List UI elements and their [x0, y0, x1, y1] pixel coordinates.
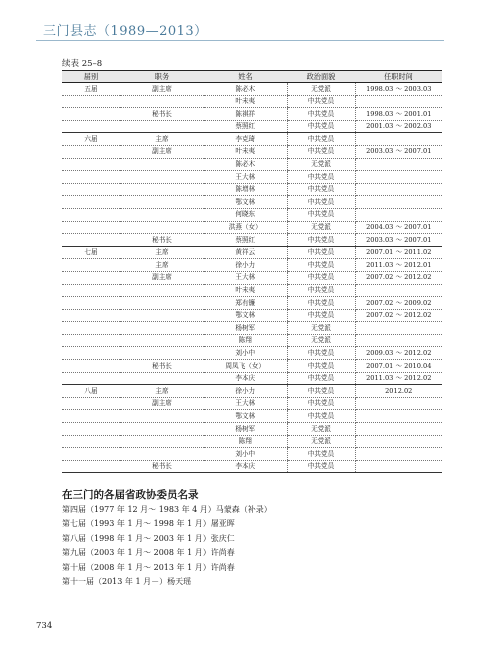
- table-cell-session: [62, 158, 120, 171]
- table-cell-party: 中共党员: [287, 183, 355, 196]
- table-row: [62, 208, 442, 221]
- table-caption: 续表 25–8: [62, 59, 103, 69]
- table-cell-name: 徐小力: [204, 259, 287, 272]
- table-cell-session: [62, 322, 120, 335]
- table-cell-name: 李克琦: [204, 133, 287, 146]
- table-cell-party: 中共党员: [287, 397, 355, 410]
- page-number: 734: [36, 621, 53, 631]
- column-header-post: 职务: [120, 71, 204, 83]
- table-cell-party: 无党派: [287, 322, 355, 335]
- table-cell-session: 八届: [62, 385, 120, 398]
- table-cell-session: [62, 397, 120, 410]
- table-cell-party: 中共党员: [287, 284, 355, 297]
- table-cell-session: [62, 271, 120, 284]
- table-cell-name: 李本庆: [204, 460, 287, 473]
- table-row: [62, 309, 442, 322]
- table-row: [62, 171, 442, 184]
- table-cell-post: 秘书长: [120, 360, 204, 373]
- table-row: [62, 183, 442, 196]
- table-cell-post: [120, 435, 204, 448]
- table-cell-party: 中共党员: [287, 372, 355, 385]
- table-cell-session: [62, 208, 120, 221]
- table-cell-party: 中共党员: [287, 360, 355, 373]
- table-row: [62, 95, 442, 108]
- table-row: [62, 246, 442, 259]
- table-cell-term: [355, 158, 442, 171]
- table-cell-session: [62, 372, 120, 385]
- roster-item: 第十届（2008 年 1 月～ 2013 年 1 月）许尚春: [62, 562, 235, 572]
- table-cell-name: 王大林: [204, 271, 287, 284]
- table-row: [62, 448, 442, 461]
- table-cell-term: [355, 284, 442, 297]
- table-cell-name: 王大林: [204, 171, 287, 184]
- table-cell-name: 陈必木: [204, 83, 287, 96]
- table-cell-party: 中共党员: [287, 385, 355, 398]
- table-row: [62, 234, 442, 247]
- table-cell-name: 陈翔: [204, 435, 287, 448]
- table-cell-term: [355, 448, 442, 461]
- table-cell-party: 中共党员: [287, 259, 355, 272]
- table-cell-session: [62, 360, 120, 373]
- table-row: [62, 372, 442, 385]
- table-cell-post: [120, 208, 204, 221]
- table-cell-post: [120, 171, 204, 184]
- table-cell-party: 中共党员: [287, 460, 355, 473]
- table-cell-name: 杨树军: [204, 322, 287, 335]
- table-cell-post: [120, 410, 204, 423]
- table-cell-party: 无党派: [287, 435, 355, 448]
- column-header-name: 姓名: [204, 71, 287, 83]
- table-cell-term: 2011.03 ～ 2012.02: [355, 372, 442, 385]
- table-cell-term: [355, 183, 442, 196]
- table-cell-session: [62, 435, 120, 448]
- table-cell-party: 中共党员: [287, 234, 355, 247]
- table-row: [62, 196, 442, 209]
- table-cell-post: 主席: [120, 259, 204, 272]
- table-row: [62, 284, 442, 297]
- table-cell-session: 七届: [62, 246, 120, 259]
- table-cell-session: [62, 145, 120, 158]
- table-cell-post: [120, 334, 204, 347]
- section-title: 在三门的各届省政协委员名录: [62, 489, 199, 501]
- table-cell-post: [120, 309, 204, 322]
- table-cell-session: [62, 183, 120, 196]
- column-header-term: 任职时间: [355, 71, 442, 83]
- table-cell-post: 主席: [120, 133, 204, 146]
- table-cell-post: 副主席: [120, 83, 204, 96]
- table-cell-post: 副主席: [120, 397, 204, 410]
- table-row: [62, 334, 442, 347]
- table-cell-session: [62, 171, 120, 184]
- table-cell-session: [62, 410, 120, 423]
- table-cell-term: 2007.01 ～ 2010.04: [355, 360, 442, 373]
- table-cell-term: 2007.02 ～ 2012.02: [355, 309, 442, 322]
- table-cell-post: [120, 95, 204, 108]
- table-cell-term: 2009.03 ～ 2012.02: [355, 347, 442, 360]
- table-cell-post: 秘书长: [120, 460, 204, 473]
- table-cell-term: 2001.03 ～ 2002.03: [355, 120, 442, 133]
- table-cell-post: [120, 423, 204, 436]
- table-cell-term: 1998.03 ～ 2003.03: [355, 83, 442, 96]
- table-cell-party: 中共党员: [287, 95, 355, 108]
- table-cell-session: 五届: [62, 83, 120, 96]
- table-cell-term: [355, 410, 442, 423]
- table-cell-post: [120, 448, 204, 461]
- table-cell-post: [120, 372, 204, 385]
- table-row: [62, 133, 442, 146]
- table-cell-session: [62, 108, 120, 121]
- table-cell-name: 刘小中: [204, 448, 287, 461]
- table-row: [62, 347, 442, 360]
- table-row: [62, 108, 442, 121]
- table-cell-party: 中共党员: [287, 208, 355, 221]
- table-cell-name: 蔡照红: [204, 234, 287, 247]
- table-cell-post: 副主席: [120, 271, 204, 284]
- officials-table: [62, 70, 442, 473]
- table-cell-party: 无党派: [287, 334, 355, 347]
- table-cell-session: [62, 334, 120, 347]
- table-cell-party: 中共党员: [287, 171, 355, 184]
- column-header-party: 政治面貌: [287, 71, 355, 83]
- table-row: [62, 423, 442, 436]
- table-cell-session: [62, 120, 120, 133]
- table-row: [62, 410, 442, 423]
- table-cell-post: 副主席: [120, 145, 204, 158]
- table-cell-party: 中共党员: [287, 246, 355, 259]
- table-cell-post: [120, 284, 204, 297]
- table-cell-post: [120, 158, 204, 171]
- table-cell-name: 王大林: [204, 397, 287, 410]
- table-cell-name: 刘小中: [204, 347, 287, 360]
- roster-item: 第九届（2003 年 1 月～ 2008 年 1 月）许尚春: [62, 548, 235, 558]
- running-header: 三门县志（1989—2013）: [43, 24, 208, 39]
- table-cell-term: [355, 208, 442, 221]
- table-row: [62, 158, 442, 171]
- table-row: [62, 271, 442, 284]
- table-cell-party: 中共党员: [287, 297, 355, 310]
- table-cell-name: 陈翔: [204, 334, 287, 347]
- table-cell-term: [355, 95, 442, 108]
- table-row: [62, 322, 442, 335]
- table-cell-name: 鄂文林: [204, 410, 287, 423]
- roster-item: 第八届（1998 年 1 月～ 2003 年 1 月）张庆仁: [62, 533, 235, 543]
- table-cell-party: 中共党员: [287, 271, 355, 284]
- roster-item: 第七届（1993 年 1 月～ 1998 年 1 月）屠亚晖: [62, 519, 235, 529]
- table-cell-term: [355, 423, 442, 436]
- table-cell-name: 杨树军: [204, 423, 287, 436]
- table-row: [62, 221, 442, 234]
- table-cell-term: 2003.03 ～ 2007.01: [355, 234, 442, 247]
- table-cell-party: 无党派: [287, 158, 355, 171]
- table-cell-term: [355, 133, 442, 146]
- table-cell-party: 无党派: [287, 423, 355, 436]
- table-cell-term: 2003.03 ～ 2007.01: [355, 145, 442, 158]
- table-cell-name: 周凤飞（女）: [204, 360, 287, 373]
- table-cell-party: 中共党员: [287, 410, 355, 423]
- table-cell-name: 洪燕（女）: [204, 221, 287, 234]
- table-row: [62, 297, 442, 310]
- table-cell-name: 陈必木: [204, 158, 287, 171]
- table-row: [62, 385, 442, 398]
- table-cell-name: 黄祥云: [204, 246, 287, 259]
- table-cell-term: 2011.03 ～ 2012.01: [355, 259, 442, 272]
- table-row: [62, 259, 442, 272]
- table-cell-party: 中共党员: [287, 108, 355, 121]
- table-cell-term: [355, 171, 442, 184]
- roster-list: [62, 503, 272, 589]
- table-cell-term: [355, 397, 442, 410]
- table-cell-session: [62, 460, 120, 473]
- table-cell-term: [355, 334, 442, 347]
- column-header-session: 届别: [62, 71, 120, 83]
- table-row: [62, 83, 442, 96]
- table-row: [62, 360, 442, 373]
- table-cell-name: 何晓东: [204, 208, 287, 221]
- table-cell-post: [120, 322, 204, 335]
- table-cell-session: [62, 221, 120, 234]
- table-cell-session: [62, 234, 120, 247]
- table-cell-name: 郑有镰: [204, 297, 287, 310]
- table-cell-post: [120, 120, 204, 133]
- table-cell-session: [62, 95, 120, 108]
- table-cell-post: [120, 183, 204, 196]
- table-cell-party: 中共党员: [287, 133, 355, 146]
- table-cell-term: [355, 322, 442, 335]
- table-cell-post: [120, 347, 204, 360]
- table-cell-party: 中共党员: [287, 448, 355, 461]
- table-cell-term: 2007.02 ～ 2012.02: [355, 271, 442, 284]
- table-cell-post: [120, 221, 204, 234]
- table-cell-term: [355, 196, 442, 209]
- table-cell-party: 中共党员: [287, 309, 355, 322]
- table-cell-name: 叶未夷: [204, 145, 287, 158]
- table-cell-name: 陈祺祥: [204, 108, 287, 121]
- table-cell-term: 2007.01 ～ 2011.02: [355, 246, 442, 259]
- table-row: [62, 460, 442, 473]
- table-cell-post: 主席: [120, 246, 204, 259]
- table-cell-post: [120, 297, 204, 310]
- table-cell-party: 中共党员: [287, 196, 355, 209]
- table-cell-post: [120, 196, 204, 209]
- table-cell-session: [62, 284, 120, 297]
- table-cell-session: [62, 448, 120, 461]
- table-cell-term: 1998.03 ～ 2001.01: [355, 108, 442, 121]
- table-cell-name: 叶未夷: [204, 95, 287, 108]
- table-cell-post: 主席: [120, 385, 204, 398]
- table-cell-term: 2007.02 ～ 2009.02: [355, 297, 442, 310]
- table-header-row: [62, 71, 442, 83]
- table-cell-name: 陈增林: [204, 183, 287, 196]
- table-row: [62, 397, 442, 410]
- table-cell-session: [62, 259, 120, 272]
- table-row: [62, 435, 442, 448]
- roster-item: 第十一届（2013 年 1 月－）杨天瑶: [62, 576, 192, 586]
- table-cell-term: [355, 460, 442, 473]
- table-cell-session: [62, 309, 120, 322]
- table-cell-session: [62, 347, 120, 360]
- table-cell-post: 秘书长: [120, 234, 204, 247]
- table-cell-session: [62, 196, 120, 209]
- table-cell-party: 无党派: [287, 221, 355, 234]
- table-cell-term: 2012.02: [355, 385, 442, 398]
- header-rule: [36, 40, 444, 41]
- table-cell-party: 中共党员: [287, 145, 355, 158]
- table-cell-party: 无党派: [287, 83, 355, 96]
- table-row: [62, 145, 442, 158]
- table-row: [62, 120, 442, 133]
- table-cell-session: [62, 297, 120, 310]
- table-body: [62, 83, 442, 473]
- table-cell-session: [62, 423, 120, 436]
- table-cell-name: 徐小力: [204, 385, 287, 398]
- roster-item: 第四届（1977 年 12 月～ 1983 年 4 月）马蒙森（补录）: [62, 505, 272, 514]
- table-cell-term: [355, 435, 442, 448]
- table-cell-post: 秘书长: [120, 108, 204, 121]
- table-cell-name: 鄂文林: [204, 309, 287, 322]
- table-cell-name: 叶未夷: [204, 284, 287, 297]
- table-cell-name: 蔡照红: [204, 120, 287, 133]
- table-cell-session: 六届: [62, 133, 120, 146]
- table-cell-party: 中共党员: [287, 120, 355, 133]
- table-cell-name: 鄂文林: [204, 196, 287, 209]
- table-cell-name: 李本庆: [204, 372, 287, 385]
- table-cell-party: 中共党员: [287, 347, 355, 360]
- table-cell-term: 2004.03 ～ 2007.01: [355, 221, 442, 234]
